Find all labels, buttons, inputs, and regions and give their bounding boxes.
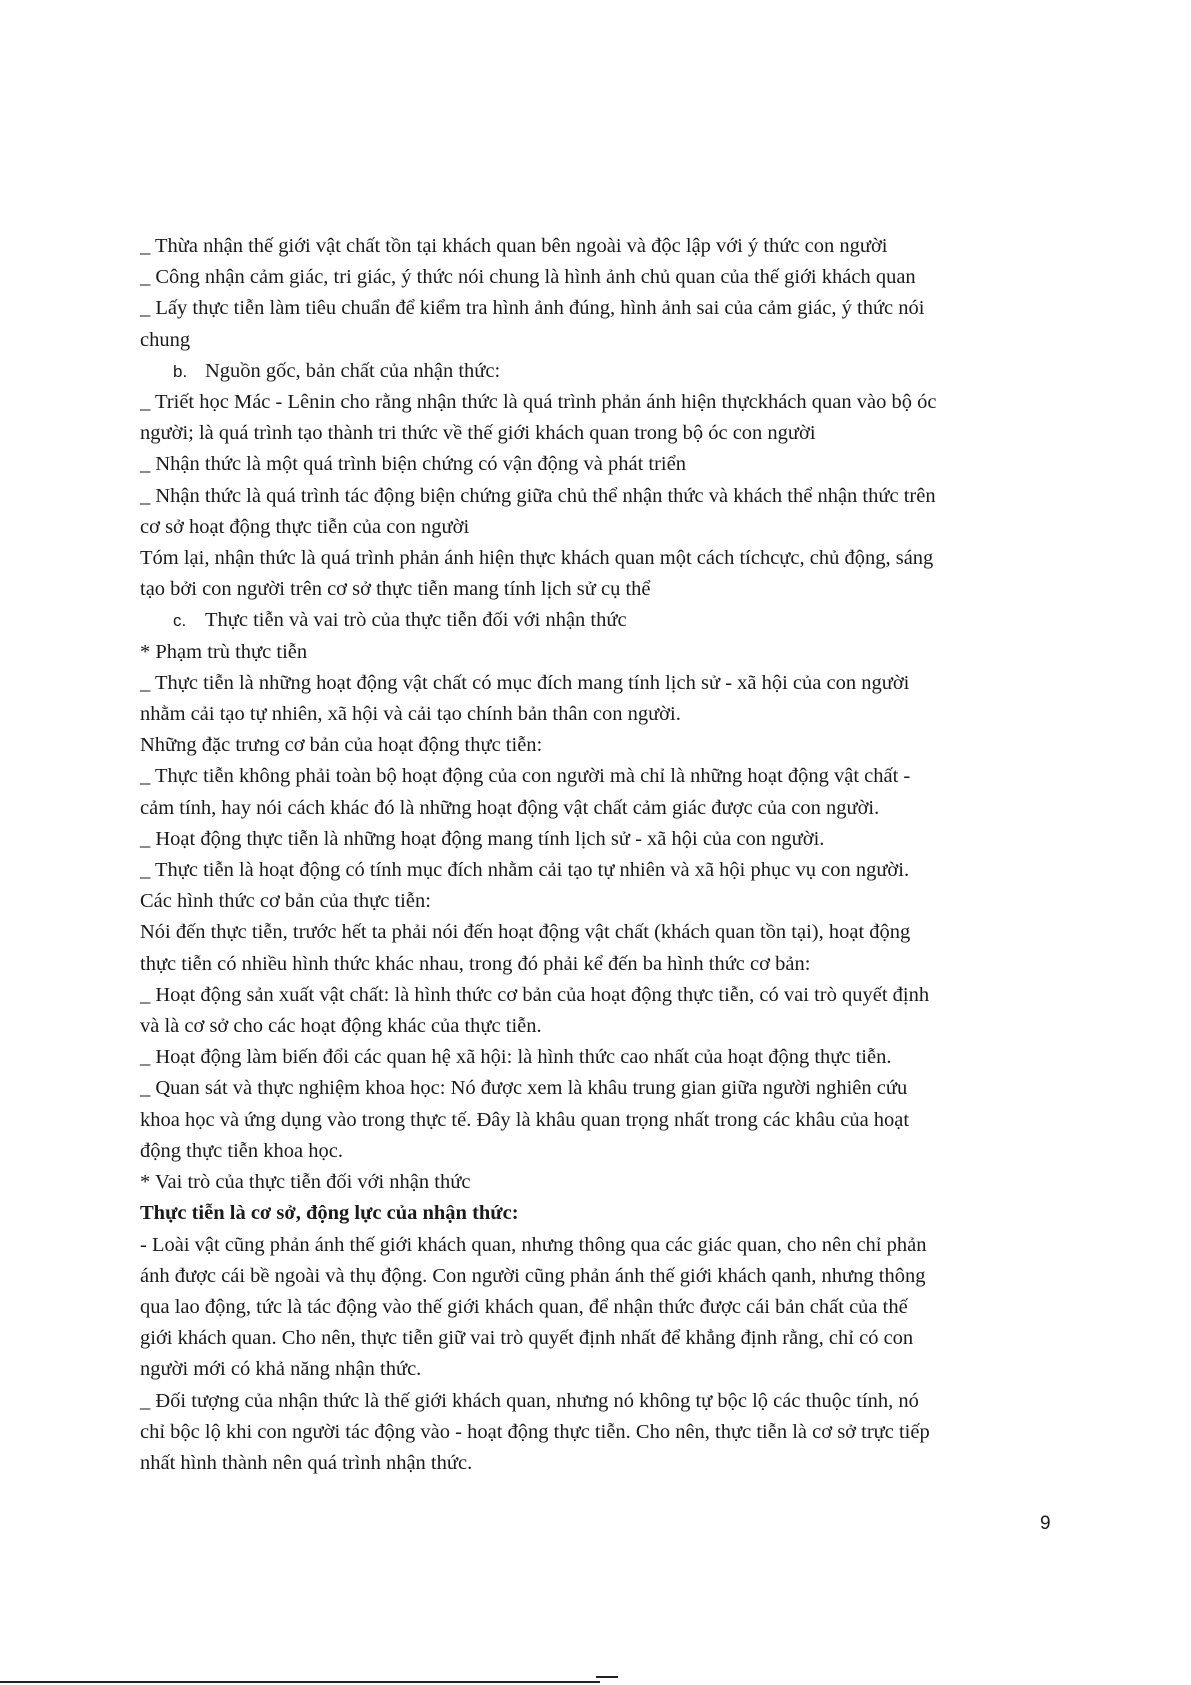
text-line: _ Triết học Mác - Lênin cho rằng nhận thức là quá trình phản ánh hiện thựckhách quan vào bộ óc <box>140 391 937 414</box>
text-line: cảm tính, hay nói cách khác đó là những hoạt động vật chất cảm giác được của con người. <box>140 796 880 819</box>
text-line: và là cơ sở cho các hoạt động khác của thực tiễn. <box>140 1015 542 1038</box>
text-line: chỉ bộc lộ khi con người tác động vào - hoạt động thực tiễn. Cho nên, thực tiễn là cơ sở trực tiếp <box>140 1420 930 1443</box>
subheading: * Vai trò của thực tiễn đối với nhận thức <box>140 1171 471 1194</box>
text-line: qua lao động, tức là tác động vào thế giới khách quan, để nhận thức được cái bản chất của thế <box>140 1295 908 1318</box>
text-line: _ Công nhận cảm giác, tri giác, ý thức nói chung là hình ảnh chủ quan của thế giới khách quan <box>140 266 916 289</box>
text-line: chung <box>140 328 191 351</box>
text-line: _ Hoạt động làm biến đổi các quan hệ xã hội: là hình thức cao nhất của hoạt động thực tiễn. <box>140 1046 892 1069</box>
text-line: _ Nhận thức là một quá trình biện chứng có vận động và phát triển <box>140 453 686 476</box>
text-line: _ Thực tiễn không phải toàn bộ hoạt động của con người mà chỉ là những hoạt động vật chất - <box>140 765 911 788</box>
subheading: * Phạm trù thực tiễn <box>140 640 308 663</box>
text-line: _ Hoạt động sản xuất vật chất: là hình thức cơ bản của hoạt động thực tiễn, có vai trò quyết định <box>140 983 930 1006</box>
text-line: ánh được cái bề ngoài và thụ động. Con người cũng phản ánh thế giới khách qanh, nhưng thông <box>140 1264 926 1287</box>
text-line: giới khách quan. Cho nên, thực tiễn giữ vai trò quyết định nhất để khẳng định rằng, chỉ có con <box>140 1327 914 1350</box>
text-line: - Loài vật cũng phản ánh thế giới khách quan, nhưng thông qua các giác quan, cho nên chỉ phản <box>140 1233 927 1256</box>
section-c-heading <box>140 605 1060 636</box>
text-line: người mới có khả năng nhận thức. <box>140 1358 422 1381</box>
subheading: Những đặc trưng cơ bản của hoạt động thực tiễn: <box>140 734 543 757</box>
text-line: _ Nhận thức là quá trình tác động biện chứng giữa chủ thể nhận thức và khách thể nhận thức trên <box>140 484 936 507</box>
footer-rule-tick <box>596 1676 618 1678</box>
text-line: _ Lấy thực tiễn làm tiêu chuẩn để kiểm tra hình ảnh đúng, hình ảnh sai của cảm giác, ý thức nói <box>140 297 925 320</box>
section-b-heading <box>140 356 1060 387</box>
text-line: _ Đối tượng của nhận thức là thế giới khách quan, nhưng nó không tự bộc lộ các thuộc tính, nó <box>140 1389 919 1412</box>
page-number: 9 <box>1040 1513 1051 1534</box>
page-body <box>140 231 1060 1479</box>
text-line: _ Thừa nhận thế giới vật chất tồn tại khách quan bên ngoài và độc lập với ý thức con người <box>140 235 888 257</box>
subheading: Các hình thức cơ bản của thực tiễn: <box>140 890 431 913</box>
text-line: Nói đến thực tiễn, trước hết ta phải nói đến hoạt động vật chất (khách quan tồn tại), hoạt động <box>140 921 911 944</box>
section-title: Thực tiễn và vai trò của thực tiễn đối với nhận thức <box>205 609 627 632</box>
text-line: tạo bởi con người trên cơ sở thực tiễn mang tính lịch sử cụ thể <box>140 578 651 601</box>
text-line: cơ sở hoạt động thực tiễn của con người <box>140 515 470 538</box>
text-line: người; là quá trình tạo thành tri thức về thế giới khách quan trong bộ óc con người <box>140 422 816 445</box>
text-line: khoa học và ứng dụng vào trong thực tế. Đây là khâu quan trọng nhất trong các khâu của hoạt <box>140 1108 910 1131</box>
text-line: động thực tiễn khoa học. <box>140 1139 343 1162</box>
text-line: Tóm lại, nhận thức là quá trình phản ánh hiện thực khách quan một cách tíchcực, chủ động, sáng <box>140 547 934 570</box>
text-line: thực tiễn có nhiều hình thức khác nhau, trong đó phải kể đến ba hình thức cơ bản: <box>140 952 811 975</box>
text-line: nhằm cải tạo tự nhiên, xã hội và cải tạo chính bản thân con người. <box>140 703 681 726</box>
text-line: _ Hoạt động thực tiễn là những hoạt động mang tính lịch sử - xã hội của con người. <box>140 827 825 850</box>
text-line: _ Quan sát và thực nghiệm khoa học: Nó được xem là khâu trung gian giữa người nghiên cứu <box>140 1077 908 1100</box>
list-marker: c. <box>173 611 187 631</box>
text-line: nhất hình thành nên quá trình nhận thức. <box>140 1451 473 1474</box>
text-line: _ Thực tiễn là những hoạt động vật chất có mục đích mang tính lịch sử - xã hội của con người <box>140 671 910 694</box>
list-marker: b. <box>173 361 188 381</box>
text-line: _ Thực tiễn là hoạt động có tính mục đích nhằm cải tạo tự nhiên và xã hội phục vụ con người. <box>140 859 910 882</box>
section-title: Nguồn gốc, bản chất của nhận thức: <box>205 359 501 382</box>
bold-heading: Thực tiễn là cơ sở, động lực của nhận thức: <box>140 1202 519 1225</box>
footer-rule <box>0 1681 600 1683</box>
